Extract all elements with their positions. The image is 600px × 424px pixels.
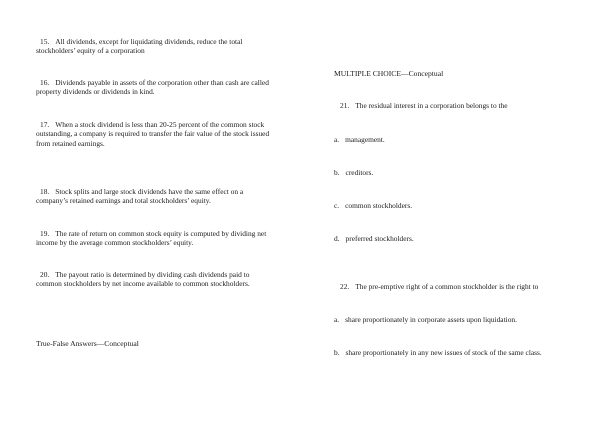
question-number: 16.	[40, 78, 50, 87]
tf-question-15	[36, 37, 276, 56]
question-number: 17.	[40, 120, 50, 129]
mc-22-option-a	[334, 315, 517, 324]
question-text: Stock splits and large stock dividends have the same effect on a company’s retained earnings and total stockholders’ equity.	[36, 187, 244, 206]
question-number: 15.	[40, 37, 50, 46]
tf-answers-heading: True-False Answers—Conceptual	[36, 339, 139, 348]
tf-question-18	[36, 187, 276, 206]
question-text: The residual interest in a corporation belongs to the	[355, 101, 508, 110]
question-text: When a stock dividend is less than 20-25 percent of the common stock outstanding, a company is required to transfer the fair value of the stock issued from retained earnings.	[36, 120, 270, 148]
mc-21-option-c	[334, 201, 412, 210]
option-text: common stockholders.	[345, 201, 413, 210]
tf-question-19	[36, 229, 276, 248]
option-text: management.	[345, 135, 385, 144]
question-text: Dividends payable in assets of the corporation other than cash are called property dividends or dividends in kind.	[36, 78, 269, 97]
mc-21-option-a	[334, 135, 385, 144]
tf-question-16	[36, 78, 276, 97]
option-text: creditors.	[345, 168, 374, 177]
question-number: 19.	[40, 229, 50, 238]
option-text: share proportionately in corporate assets upon liquidation.	[345, 315, 517, 324]
question-text: The pre-emptive right of a common stockholder is the right to	[355, 282, 539, 291]
question-text: The rate of return on common stock equity is computed by dividing net income by the average common stockholders’ equity.	[36, 229, 267, 248]
mc-question-21	[334, 101, 508, 110]
option-letter: b.	[334, 168, 340, 177]
option-text: preferred stockholders.	[345, 234, 414, 243]
question-number: 22.	[340, 282, 350, 291]
option-letter: d.	[334, 234, 340, 243]
mc-question-22	[334, 282, 538, 291]
mc-21-option-d	[334, 234, 414, 243]
tf-question-20	[36, 270, 276, 289]
question-number: 20.	[40, 270, 50, 279]
question-text: The payout ratio is determined by dividing cash dividends paid to common stockholders by net income available to common stockholders.	[36, 270, 250, 289]
option-text: share proportionately in any new issues of stock of the same class.	[345, 348, 542, 357]
question-text: All dividends, except for liquidating dividends, reduce the total stockholders’ equity of a corporation	[36, 37, 243, 56]
mc-22-option-b	[334, 348, 542, 357]
question-number: 18.	[40, 187, 50, 196]
question-number: 21.	[340, 101, 350, 110]
mc-21-option-b	[334, 168, 373, 177]
option-letter: a.	[334, 135, 340, 144]
option-letter: a.	[334, 315, 340, 324]
tf-question-17	[36, 120, 276, 148]
mc-heading: MULTIPLE CHOICE—Conceptual	[334, 69, 444, 78]
option-letter: b.	[334, 348, 340, 357]
option-letter: c.	[334, 201, 340, 210]
